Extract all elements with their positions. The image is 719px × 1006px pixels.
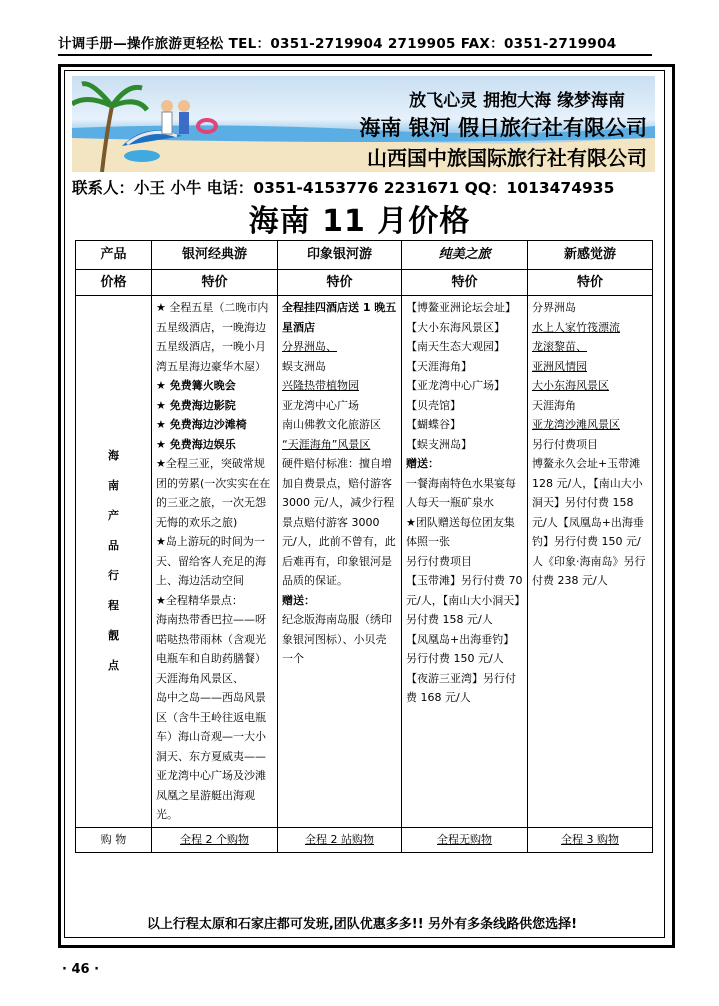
- footnote: 以上行程太原和石家庄都可发班,团队优惠多多!! 另外有多条线路供您选择!: [146, 917, 578, 932]
- price-cell: 特价: [278, 270, 402, 296]
- agency-name-shanxi: 山西国中旅国际旅行社有限公司: [367, 146, 647, 170]
- itinerary-cell: [528, 296, 653, 828]
- itinerary-line: 兴隆热带植物园: [282, 379, 359, 392]
- product-name: 银河经典游: [152, 241, 278, 270]
- itinerary-line: 【南天生态大观园】: [406, 340, 505, 353]
- itinerary-line: 南山佛教文化旅游区: [282, 418, 381, 431]
- itinerary-line: 天涯海角: [532, 398, 576, 412]
- header-product: 产品: [76, 241, 152, 270]
- itinerary-line: ★团队赠送每位团友集体照一张: [406, 515, 515, 548]
- shopping-label: 购 物: [76, 827, 152, 852]
- itinerary-line: 天涯海角风景区、: [156, 671, 244, 685]
- itinerary-line: 【贝壳馆】: [406, 398, 461, 412]
- itinerary-line: ★ 免费篝火晚会: [156, 379, 236, 392]
- itinerary-line: 另行付费项目: [406, 554, 472, 568]
- itinerary-line: 【博鳌亚洲论坛会址】: [406, 301, 516, 314]
- itinerary-line: 另行付费项目: [532, 437, 598, 451]
- itinerary-line: ★全程精华景点：: [156, 593, 243, 607]
- itinerary-line: 赠送：: [406, 457, 439, 470]
- itinerary-line: 【亚龙湾中心广场】: [406, 379, 505, 392]
- table-price-row: [76, 270, 653, 296]
- itinerary-line: 博鳌永久会址+玉带滩 128 元/人，【南山大小洞天】另付付费 158 元/人【凤凰岛+出海垂钓】另行付费 150 元/人《印象·海南岛》另行付费 238 元/人: [532, 457, 646, 587]
- price-cell: 特价: [402, 270, 528, 296]
- itinerary-line: 【天涯海角】: [406, 359, 472, 373]
- itinerary-line: 亚龙湾沙滩风景区: [532, 418, 620, 431]
- product-name: 印象银河游: [278, 241, 402, 270]
- itinerary-line: ★岛上游玩的时间为一天、留给客人充足的海上、海边活动空间: [156, 535, 266, 587]
- agency-name-hainan: 海南 银河 假日旅行社有限公司: [359, 115, 647, 140]
- itinerary-line: 岛中之岛——西岛风景区（含牛王岭往返电瓶车）海山奇观—一大小洞天、东方夏威夷——亚龙湾中心广场及沙滩: [156, 691, 266, 782]
- itinerary-line: 亚洲风情园: [532, 359, 587, 373]
- itinerary-line: 海南热带香巴拉——呀喏哒热带雨林（含观光电瓶车和自助药膳餐）: [156, 613, 266, 665]
- itinerary-line: 龙滚黎苗、: [532, 340, 587, 353]
- table-itinerary-row: [76, 296, 653, 828]
- price-cell: 特价: [152, 270, 278, 296]
- itinerary-line: 全程挂四酒店送 1 晚五星酒店: [282, 301, 397, 334]
- itinerary-line: 【夜游三亚湾】另行付费 168 元/人: [406, 671, 516, 704]
- shopping-cell: 全程 2 站购物: [278, 827, 402, 852]
- itinerary-line: ★ 免费海边娱乐: [156, 437, 236, 451]
- table-shopping-row: [76, 827, 653, 852]
- itinerary-line: “天涯海角”风景区: [282, 437, 371, 451]
- itinerary-line: 赠送：: [282, 593, 315, 607]
- price-cell: 特价: [528, 270, 653, 296]
- itinerary-line: 纪念版海南岛服（绣印象银河图标）、小贝壳一个: [282, 613, 392, 665]
- itinerary-cell: [278, 296, 402, 828]
- itinerary-line: 一餐海南特色水果宴每人每天一瓶矿泉水: [406, 476, 516, 509]
- table-header-row: [76, 241, 653, 270]
- itinerary-line: 大小东海风景区: [532, 379, 609, 392]
- product-name: 新感觉游: [528, 241, 653, 270]
- shopping-cell: 全程 3 购物: [528, 827, 653, 852]
- itinerary-line: 分界洲岛: [532, 301, 576, 314]
- itinerary-line: 【玉带滩】另行付费 70 元/人，【南山大小洞天】另付费 158 元/人: [406, 574, 523, 626]
- itinerary-cell: [402, 296, 528, 828]
- itinerary-cell: [152, 296, 278, 828]
- itinerary-line: 分界洲岛、: [282, 340, 337, 353]
- itinerary-line: 水上人家竹筏漂流: [532, 320, 620, 334]
- header-line: 计调手册—操作旅游更轻松 TEL：0351-2719904 2719905 FAX：0351-2719904: [58, 32, 652, 56]
- itinerary-line: 蜈支洲岛: [282, 359, 326, 373]
- banner-image: [72, 76, 655, 172]
- itinerary-line: 【大小东海风景区】: [406, 320, 505, 334]
- itinerary-line: 【蜈支洲岛】: [406, 437, 472, 451]
- itinerary-line: 亚龙湾中心广场: [282, 398, 359, 412]
- itinerary-line: 【蝴蝶谷】: [406, 418, 461, 431]
- product-name: 纯美之旅: [402, 241, 528, 270]
- itinerary-line: ★ 全程五星（二晚市内五星级酒店，一晚海边五星级酒店，一晚小月湾五星海边豪华木屋）: [156, 301, 269, 373]
- itinerary-line: ★ 免费海边影院: [156, 398, 236, 412]
- contact-line: 联系人：小王 小牛 电话：0351-4153776 2231671 QQ：1013474935: [72, 179, 615, 197]
- shopping-cell: 全程无购物: [402, 827, 528, 852]
- slogan: 放飞心灵 拥抱大海 缘梦海南: [409, 91, 625, 111]
- itinerary-line: 硬件赔付标准：擅自增加自费景点，赔付游客 3000 元/人，减少行程景点赔付游客 3000 元/人，此前不曾有，此后难再有，印象银河是品质的保证。: [282, 457, 396, 587]
- side-label: [76, 296, 152, 828]
- itinerary-line: 【凤凰岛+出海垂钓】另行付费 150 元/人: [406, 632, 515, 665]
- price-table: [75, 240, 653, 853]
- itinerary-line: 凤凰之星游艇出海观光。: [156, 788, 255, 821]
- page-title: 海南 11 月价格: [248, 204, 471, 239]
- shopping-cell: 全程 2 个购物: [152, 827, 278, 852]
- page-number: · 46 ·: [62, 962, 100, 977]
- itinerary-line: ★ 免费海边沙滩椅: [156, 418, 247, 431]
- side-label-text: 海 南 产 品 行 程 靓 点: [108, 449, 119, 673]
- header-price: 价格: [76, 270, 152, 296]
- itinerary-line: ★全程三亚，突破常规团的劳累(一次实实在在的三亚之旅，一次无怨无悔的欢乐之旅): [156, 457, 271, 529]
